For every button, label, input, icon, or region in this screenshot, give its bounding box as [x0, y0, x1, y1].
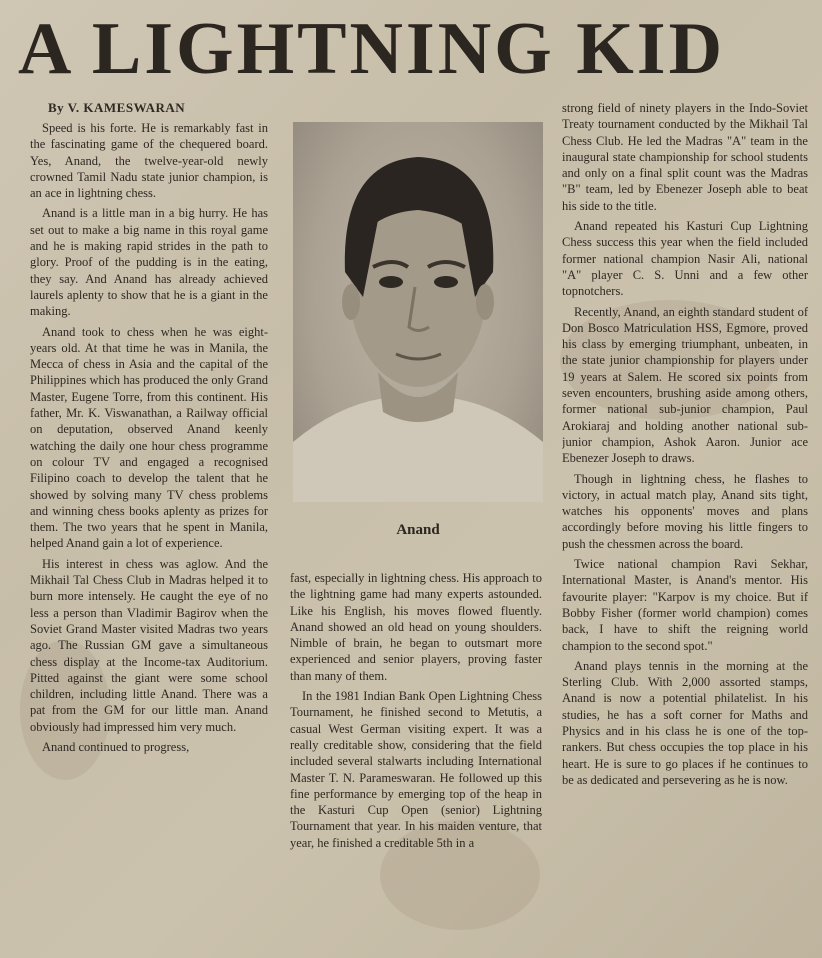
- paragraph: Though in lightning chess, he flashes to victory, in actual match play, Anand sits tight, watches his opponents' moves and plans accordingly before moving his little fingers to push the chessmen across the board.: [562, 471, 808, 551]
- paragraph: Twice national champion Ravi Sekhar, International Master, is Anand's mentor. His favourite player: "Karpov is my choice. But if Bobby Fisher (former world champion) comes back, I have to shift the reigning world champion to the second spot.": [562, 557, 808, 653]
- paragraph: In the 1981 Indian Bank Open Lightning Chess Tournament, he finished second to Metutis, a casual West German visiting expert. It was a really creditable show, considering that the field included several stalwarts including International Master T. N. Parameswaran. He followed up this fine performance by emerging top of the heap in the Kasturi Cup Open (senior) Lightning Tournament that year. In his maiden venture, that year, he finished a creditable 5th in a: [290, 689, 542, 850]
- column-right: [562, 100, 808, 950]
- portrait-illustration: [293, 122, 543, 502]
- paragraph: fast, especially in lightning chess. His approach to the lightning game had many experts astounded. Like his English, his moves flowed fluently. Anand showed an old head on young shoulders. Nimble of brain, he began to outsmart more experienced and senior players, proving faster than many of them.: [290, 571, 542, 683]
- headline: A LIGHTNING KID: [18, 8, 726, 90]
- paragraph: Anand plays tennis in the morning at the Sterling Club. With 2,000 assorted stamps, Anand is now a potential philatelist. In his studies, he has a soft corner for Maths and Physics and in his class he is one of the top-rankers. But chess occupies the top place in his heart. He is sure to go places if he continues to be as dedicated and persevering as he is now.: [562, 658, 808, 787]
- paragraph: Anand took to chess when he was eight-years old. At that time he was in Manila, the Mecca of chess in Asia and the capital of the Philippines which has produced the only Grand Master, Eugene Torre, from this continent. His father, Mr. K. Viswanathan, a Railway official on deputation, observed Anand keenly watching the daily one hour chess programme on colour TV and engaged a recognised Filipino coach to develop the talent that he showed by solving many TV chess problems and winning chess books aplenty as prizes for them. The two years that he spent in Manila, helped Anand gain a lot of experience.: [30, 324, 268, 551]
- paragraph: Anand continued to progress,: [42, 739, 190, 754]
- paragraph: Anand is a little man in a big hurry. He has set out to make a big name in this royal game and he is making rapid strides in the path to glory. Proof of the pudding is in the eating, they say. And Anand has already achieved laurels aplenty to show that he is a giant in the making.: [30, 206, 268, 319]
- column-middle: [290, 570, 542, 950]
- paragraph: His interest in chess was aglow. And the Mikhail Tal Chess Club in Madras helped it to burn more intensely. He caught the eye of no less a person than Vladimir Bagirov when the Soviet Grand Master visited Madras two years ago. The Russian GM gave a simultaneous chess display at the Income-tax Auditorium. Pitted against the giant were some school children, including little Anand. There was a pat from the GM for our little man. Anand obviously had impressed him very much.: [30, 556, 268, 734]
- portrait-photo: [293, 122, 543, 502]
- column-left: [30, 120, 268, 952]
- photo-caption: Anand: [396, 522, 440, 538]
- paragraph: Anand repeated his Kasturi Cup Lightning Chess success this year when the field included former national champion Nasir Ali, national "A" player C. S. Unni and a few other topnotchers.: [562, 219, 808, 299]
- paragraph: strong field of ninety players in the Indo-Soviet Treaty tournament conducted by the Mikhail Tal Chess Club. He led the Madras "A" team in the inaugural state championship for school students and only on a final split count was the Madras "B" team, led by Ebenezer Joseph able to beat his side to the title.: [562, 101, 808, 213]
- paragraph: Recently, Anand, an eighth standard student of Don Bosco Matriculation HSS, Egmore, proved his class by emerging triumphant, unbeaten, in the state junior championship for players under 19 years at Salem. He scored six points from seven encounters, brushing aside among others, former national sub-junior champion, Paul Arokiaraj and holding another national sub-junior champion, Ashok Aaron. Junior ace Ebenezer Joseph to draws.: [562, 304, 808, 466]
- byline: By V. KAMESWARAN: [48, 100, 186, 115]
- paragraph: Speed is his forte. He is remarkably fast in the fascinating game of the chequered board. Yes, Anand, the twelve-year-old newly crowned Tamil Nadu state junior champion, is an ace in lightning chess.: [30, 121, 268, 201]
